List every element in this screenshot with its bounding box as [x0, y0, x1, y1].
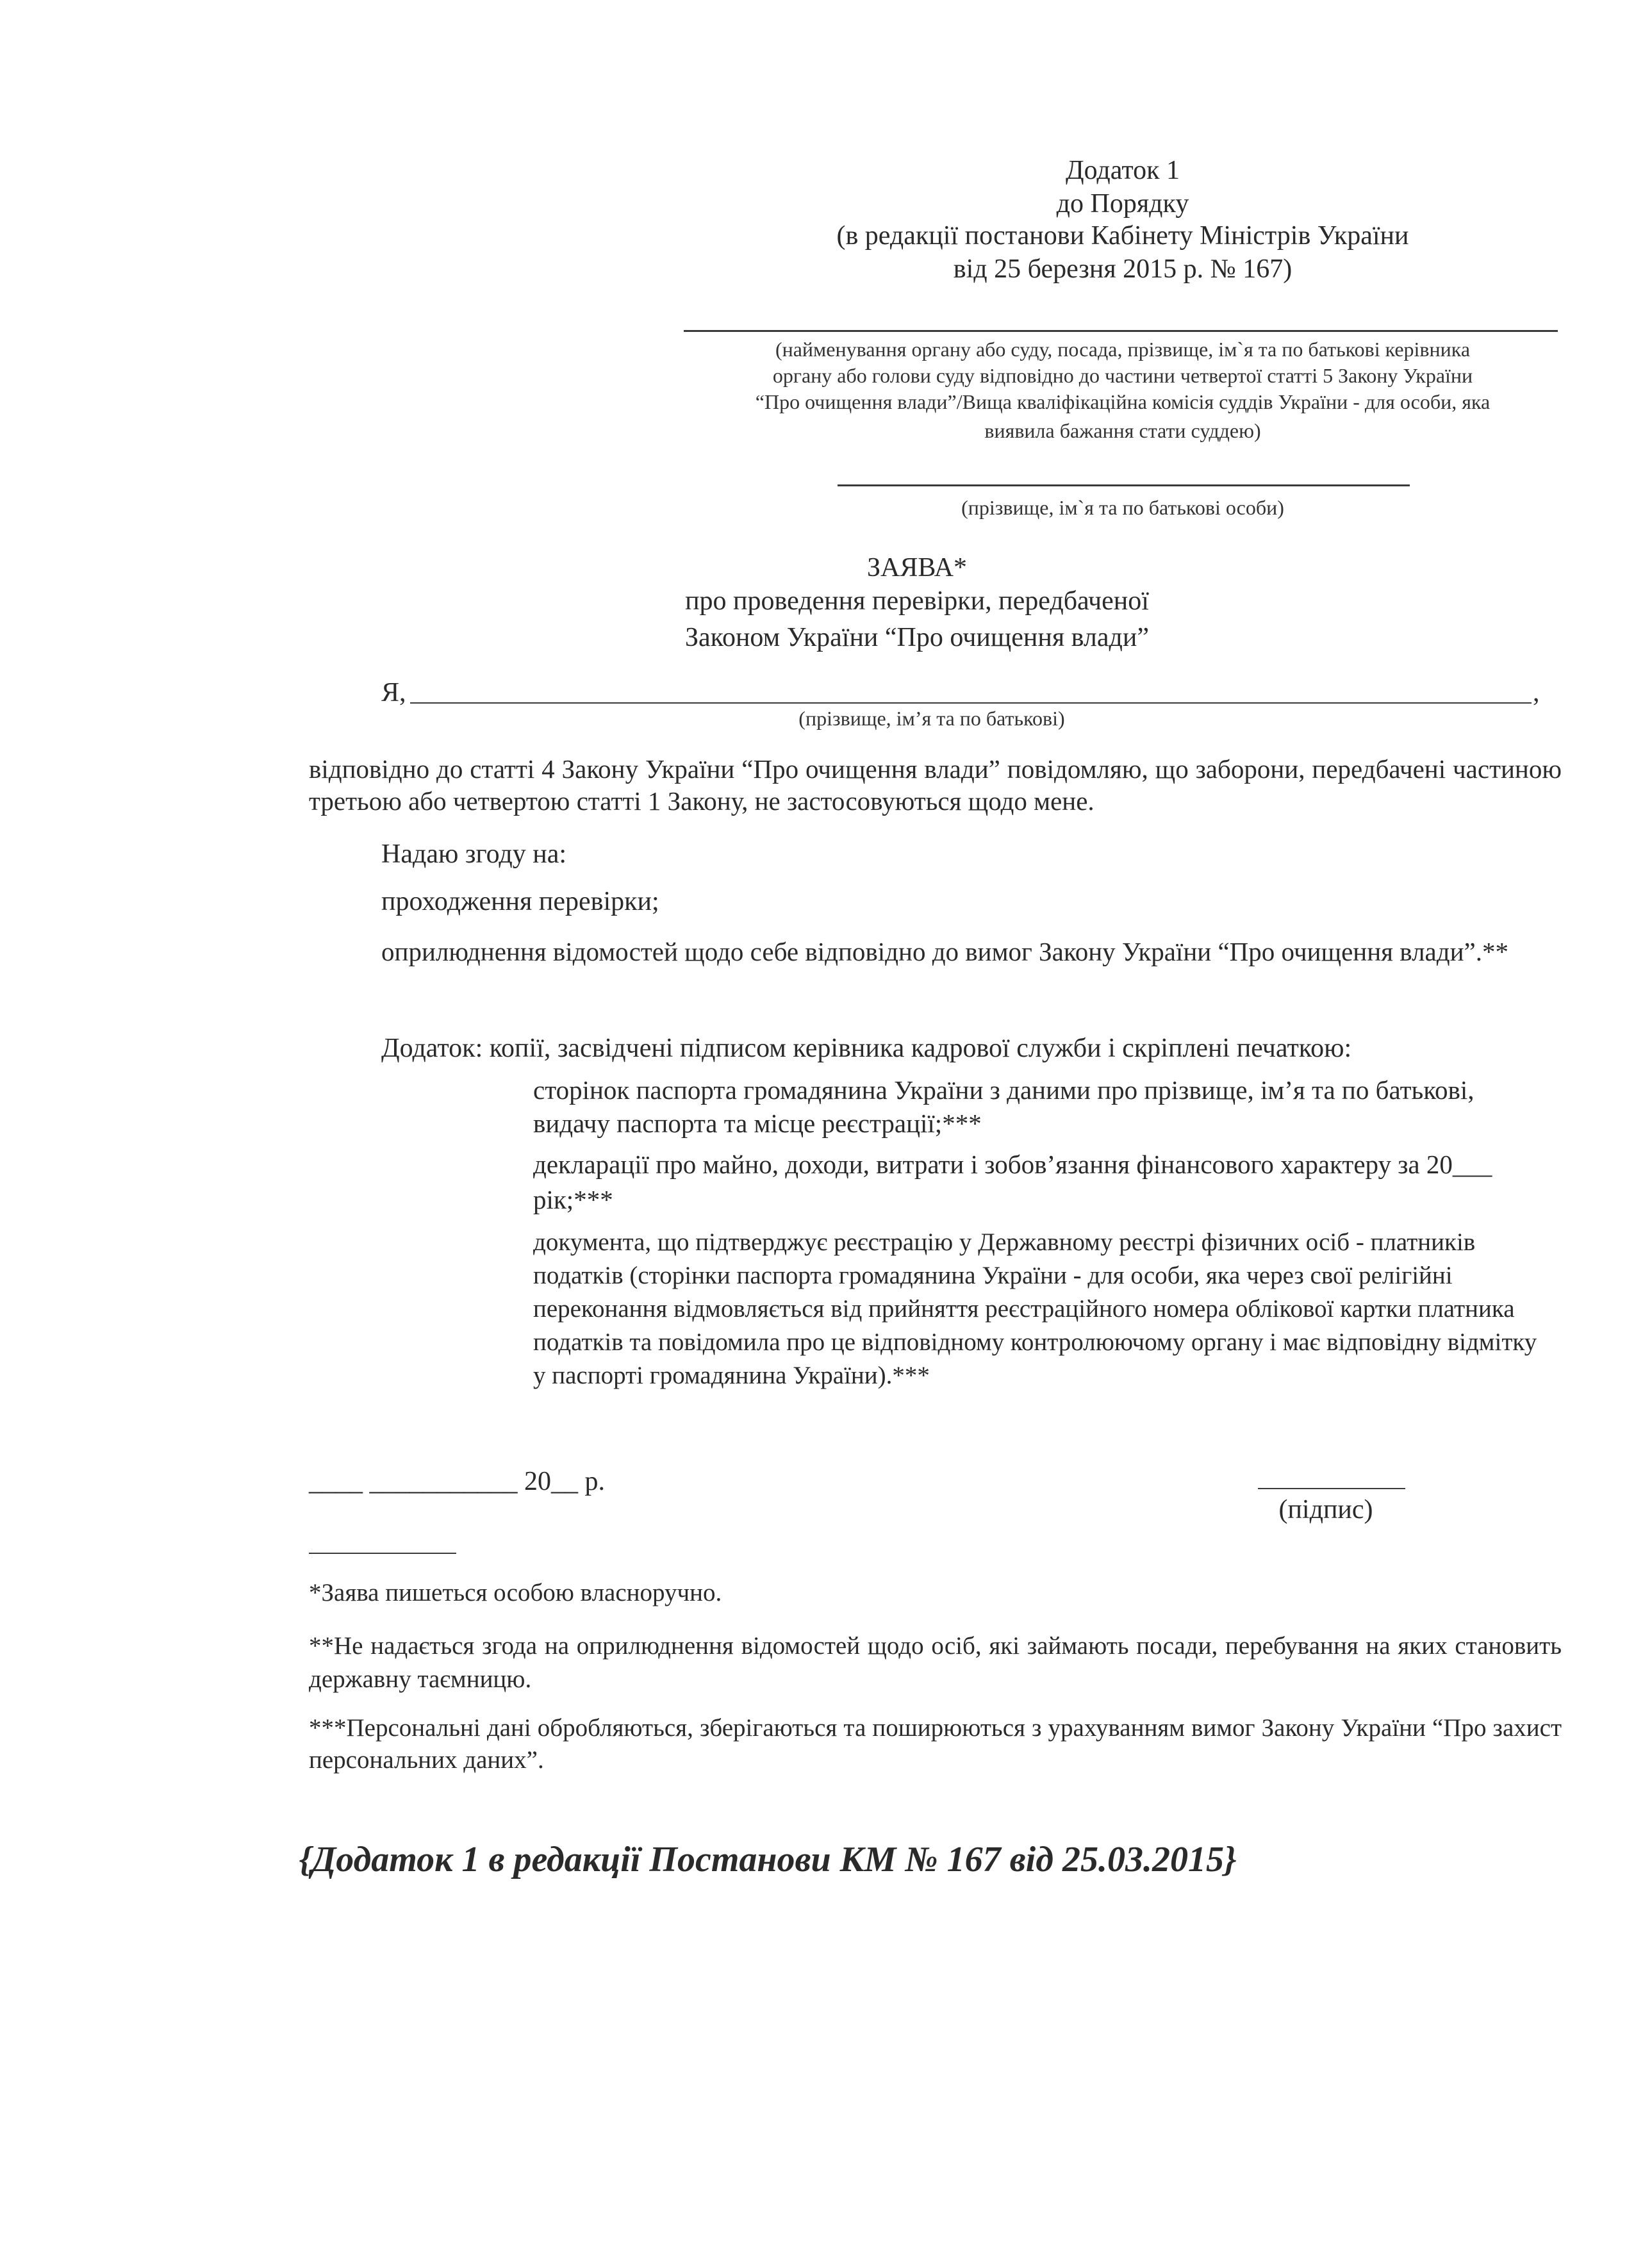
addressee-hint: органу або голови суду відповідно до частини четвертої статті 5 Закону України: [772, 364, 1473, 387]
signature-hint: (підпис): [1278, 1495, 1373, 1524]
header-line: (в редакції постанови Кабінету Міністрів України: [836, 221, 1409, 251]
footnote-divider: [309, 1553, 456, 1554]
applicant-hint: (прізвище, ім`я та по батькові особи): [961, 496, 1284, 519]
consent-item: оприлюднення відомостей щодо себе відповідно до вимог Закону України “Про очищення влади”.**: [381, 937, 1508, 966]
header-line: до Порядку: [1056, 189, 1189, 219]
name-hint: (прізвище, ім’я та по батькові): [798, 707, 1065, 730]
document-title: ЗАЯВА*: [866, 553, 968, 582]
footnote: **Не надається згода на оприлюднення відомостей щодо осіб, які займають посади, перебування на яких становить державну таємницю.: [309, 1632, 1562, 1693]
name-suffix: ,: [1533, 678, 1540, 707]
attachment-item: сторінок паспорта громадянина України з даними про прізвище, ім’я та по батькові, видачу паспорта та місце реєстрації;***: [533, 1075, 1474, 1138]
consent-intro: Надаю згоду на:: [381, 839, 567, 869]
header-line: від 25 березня 2015 р. № 167): [953, 254, 1293, 284]
document-subtitle: про проведення перевірки, передбаченої: [685, 586, 1149, 616]
attachment-item: декларації про майно, доходи, витрати і зобов’язання фінансового характеру за 20___ рік;***: [533, 1150, 1492, 1214]
attachment-item: документа, що підтверджує реєстрацію у Державному реєстрі фізичних осіб - платників податків (сторінки паспорта громадянина України - для особи, яка через свої релігійні переконання відмовляється від прийняття реєстраційного номера облікової картки платника податків та повідомила про це відповідному контролюючому органу і має відповідну відмітку у паспорті громадянина України).***: [533, 1228, 1537, 1389]
footnote: ***Персональні дані обробляються, зберігаються та поширюються з урахуванням вимог Закону України “Про захист персональних даних”.: [309, 1714, 1562, 1774]
addressee-line: [684, 330, 1558, 332]
signature-line: [1258, 1488, 1405, 1489]
addressee-hint: (найменування органу або суду, посада, прізвище, ім`я та по батькові керівника: [775, 338, 1471, 361]
applicant-line: [838, 484, 1410, 486]
addressee-hint: виявила бажання стати суддею): [984, 419, 1261, 442]
editorial-note: {Додаток 1 в редакції Постанови КМ № 167 від 25.03.2015}: [299, 1840, 1237, 1879]
name-field-line: [410, 702, 1532, 704]
header-line: Додаток 1: [1065, 156, 1180, 185]
attachment-intro: Додаток: копії, засвідчені підписом керівника кадрової служби і скріплені печаткою:: [381, 1034, 1352, 1063]
document-subtitle: Законом України “Про очищення влади”: [684, 623, 1150, 652]
statement-paragraph: відповідно до статті 4 Закону України “Про очищення влади” повідомляю, що заборони, передбачені частиною третьою або четвертою статті 1 Закону, не застосовуються щодо мене.: [309, 754, 1562, 816]
footnote: *Заява пишеться особою власноручно.: [309, 1579, 722, 1606]
date-line: ____ ___________ 20__ р.: [309, 1467, 605, 1496]
addressee-hint: “Про очищення влади”/Вища кваліфікаційна комісія суддів України - для особи, яка: [755, 390, 1491, 413]
consent-item: проходження перевірки;: [381, 887, 659, 916]
name-prefix: Я,: [381, 678, 406, 707]
